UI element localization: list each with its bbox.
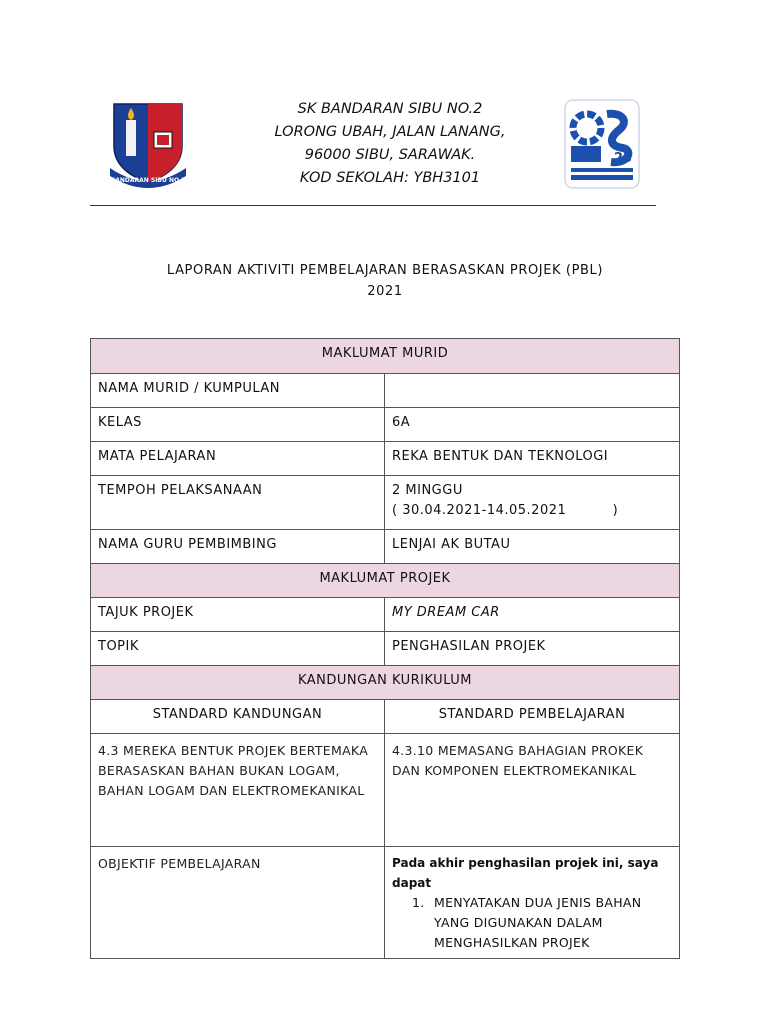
table-row <box>91 442 680 476</box>
section-project-info: MAKLUMAT PROJEK <box>91 564 680 598</box>
school-address-line-2: 96000 SIBU, SARAWAK. <box>304 147 476 163</box>
objective-list <box>392 893 672 953</box>
student-name-label: NAMA MURID / KUMPULAN <box>91 374 385 408</box>
project-title-value: MY DREAM CAR <box>385 598 680 632</box>
table-row <box>91 530 680 564</box>
learning-standard-text: 4.3.10 MEMASANG BAHAGIAN PROKEK DAN KOMPONEN ELEKTROMEKANIKAL <box>385 734 680 847</box>
objective-cell <box>385 847 680 959</box>
learning-standard-header: STANDARD PEMBELAJARAN <box>385 700 680 734</box>
objective-lead: Pada akhir penghasilan projek ini, saya dapat <box>392 856 659 890</box>
section-student-info: MAKLUMAT MURID <box>91 339 680 374</box>
table-row <box>91 700 680 734</box>
teacher-value: LENJAI AK BUTAU <box>385 530 680 564</box>
content-standard-header: STANDARD KANDUNGAN <box>91 700 385 734</box>
objective-item <box>414 893 672 953</box>
topic-value: PENGHASILAN PROJEK <box>385 632 680 666</box>
topic-label: TOPIK <box>91 632 385 666</box>
table-row <box>91 476 680 530</box>
report-form-table <box>90 338 680 959</box>
table-row <box>91 847 680 959</box>
objective-text: MENYATAKAN DUA JENIS BAHAN YANG DIGUNAKAN DALAM MENGHASILKAN PROJEK <box>434 895 642 950</box>
school-address-line-1: LORONG UBAH, JALAN LANANG, <box>274 124 506 140</box>
section-header-row <box>91 564 680 598</box>
school-code: KOD SEKOLAH: YBH3101 <box>299 170 481 186</box>
subject-value: REKA BENTUK DAN TEKNOLOGI <box>385 442 680 476</box>
objective-label: OBJEKTIF PEMBELAJARAN <box>91 847 385 959</box>
crest-banner-text: BANDARAN SIBU NO 2 <box>110 177 186 184</box>
section-header-row <box>91 666 680 700</box>
section-curriculum: KANDUNGAN KURIKULUM <box>91 666 680 700</box>
student-name-value[interactable] <box>385 374 680 408</box>
subject-label: MATA PELAJARAN <box>91 442 385 476</box>
anniversary-logo <box>563 98 641 190</box>
project-title-label: TAJUK PROJEK <box>91 598 385 632</box>
objective-number: 1. <box>412 895 425 910</box>
class-label: KELAS <box>91 408 385 442</box>
table-row <box>91 632 680 666</box>
report-title: LAPORAN AKTIVITI PEMBELAJARAN BERASASKAN PROJEK (PBL) <box>166 263 604 278</box>
teacher-label: NAMA GURU PEMBIMBING <box>91 530 385 564</box>
anniversary-number: 25 <box>613 151 633 166</box>
table-row <box>91 598 680 632</box>
duration-value <box>385 476 680 530</box>
table-row <box>91 408 680 442</box>
table-row <box>91 734 680 847</box>
school-header <box>250 98 530 190</box>
header-divider <box>90 205 656 206</box>
table-row <box>91 374 680 408</box>
report-title-block <box>90 260 680 302</box>
content-standard-text: 4.3 MEREKA BENTUK PROJEK BERTEMAKA BERASASKAN BAHAN BUKAN LOGAM, BAHAN LOGAM DAN ELEKTROMEKANIKAL <box>91 734 385 847</box>
school-crest-logo <box>106 98 190 190</box>
school-name: SK BANDARAN SIBU NO.2 <box>297 101 483 117</box>
duration-dates: ( 30.04.2021-14.05.2021 ) <box>392 503 619 518</box>
section-header-row <box>91 339 680 374</box>
report-year: 2021 <box>367 284 403 299</box>
duration-label: TEMPOH PELAKSANAAN <box>91 476 385 530</box>
class-value: 6A <box>385 408 680 442</box>
duration-weeks: 2 MINGGU <box>392 483 463 498</box>
